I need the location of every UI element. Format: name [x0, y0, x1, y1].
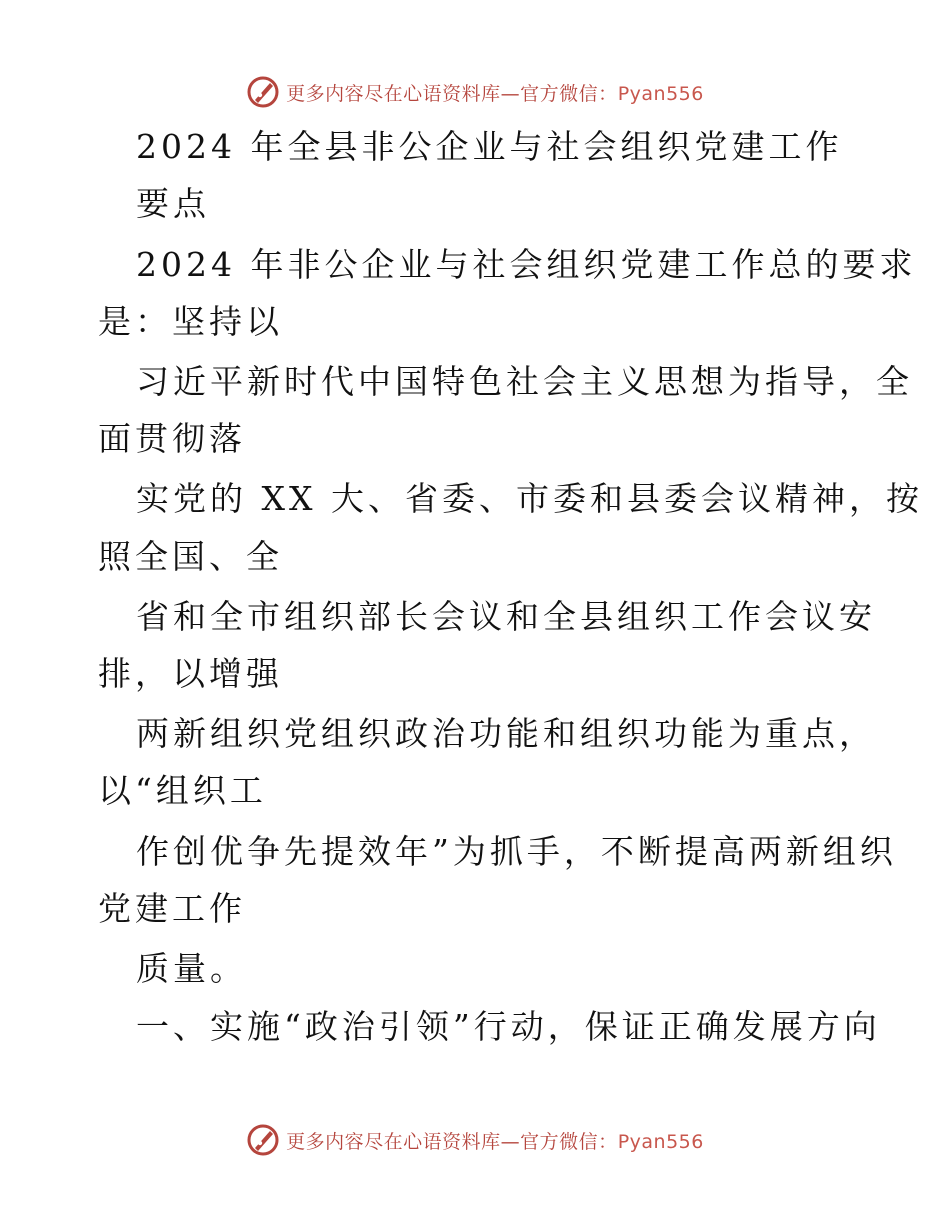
- paragraph-line: 照全国、全: [98, 537, 283, 576]
- title-line-1: 2024 年全县非公企业与社会组织党建工作: [136, 127, 843, 166]
- watermark-text: 更多内容尽在心语资料库—官方微信：Pyan556: [286, 1130, 704, 1153]
- paragraph-line: 党建工作: [98, 889, 246, 928]
- paragraph-line: 两新组织党组织政治功能和组织功能为重点，: [136, 714, 876, 753]
- header-watermark: [0, 72, 950, 112]
- pen-logo-icon: [246, 75, 280, 109]
- paragraph-line: 面贯彻落: [98, 419, 246, 458]
- paragraph-line: 省和全市组织部长会议和全县组织工作会议安: [136, 597, 876, 636]
- paragraph-line: 2024 年非公企业与社会组织党建工作总的要求: [136, 245, 917, 284]
- paragraph-line: 习近平新时代中国特色社会主义思想为指导，全: [136, 362, 913, 401]
- footer-watermark: [0, 1120, 950, 1160]
- paragraph-line: 作创优争先提效年”为抓手，不断提高两新组织: [136, 832, 897, 871]
- watermark-text: 更多内容尽在心语资料库—官方微信：Pyan556: [286, 82, 704, 105]
- paragraph-line: 排，以增强: [98, 654, 283, 693]
- paragraph-line: 实党的 XX 大、省委、市委和县委会议精神，按: [136, 479, 923, 518]
- paragraph-line: 以“组织工: [98, 771, 267, 810]
- paragraph-line: 是：坚持以: [98, 302, 283, 341]
- section-heading: 一、实施“政治引领”行动，保证正确发展方向: [136, 1007, 881, 1046]
- pen-logo-icon: [246, 1123, 280, 1157]
- title-line-2: 要点: [136, 184, 210, 223]
- paragraph-line: 质量。: [136, 949, 247, 988]
